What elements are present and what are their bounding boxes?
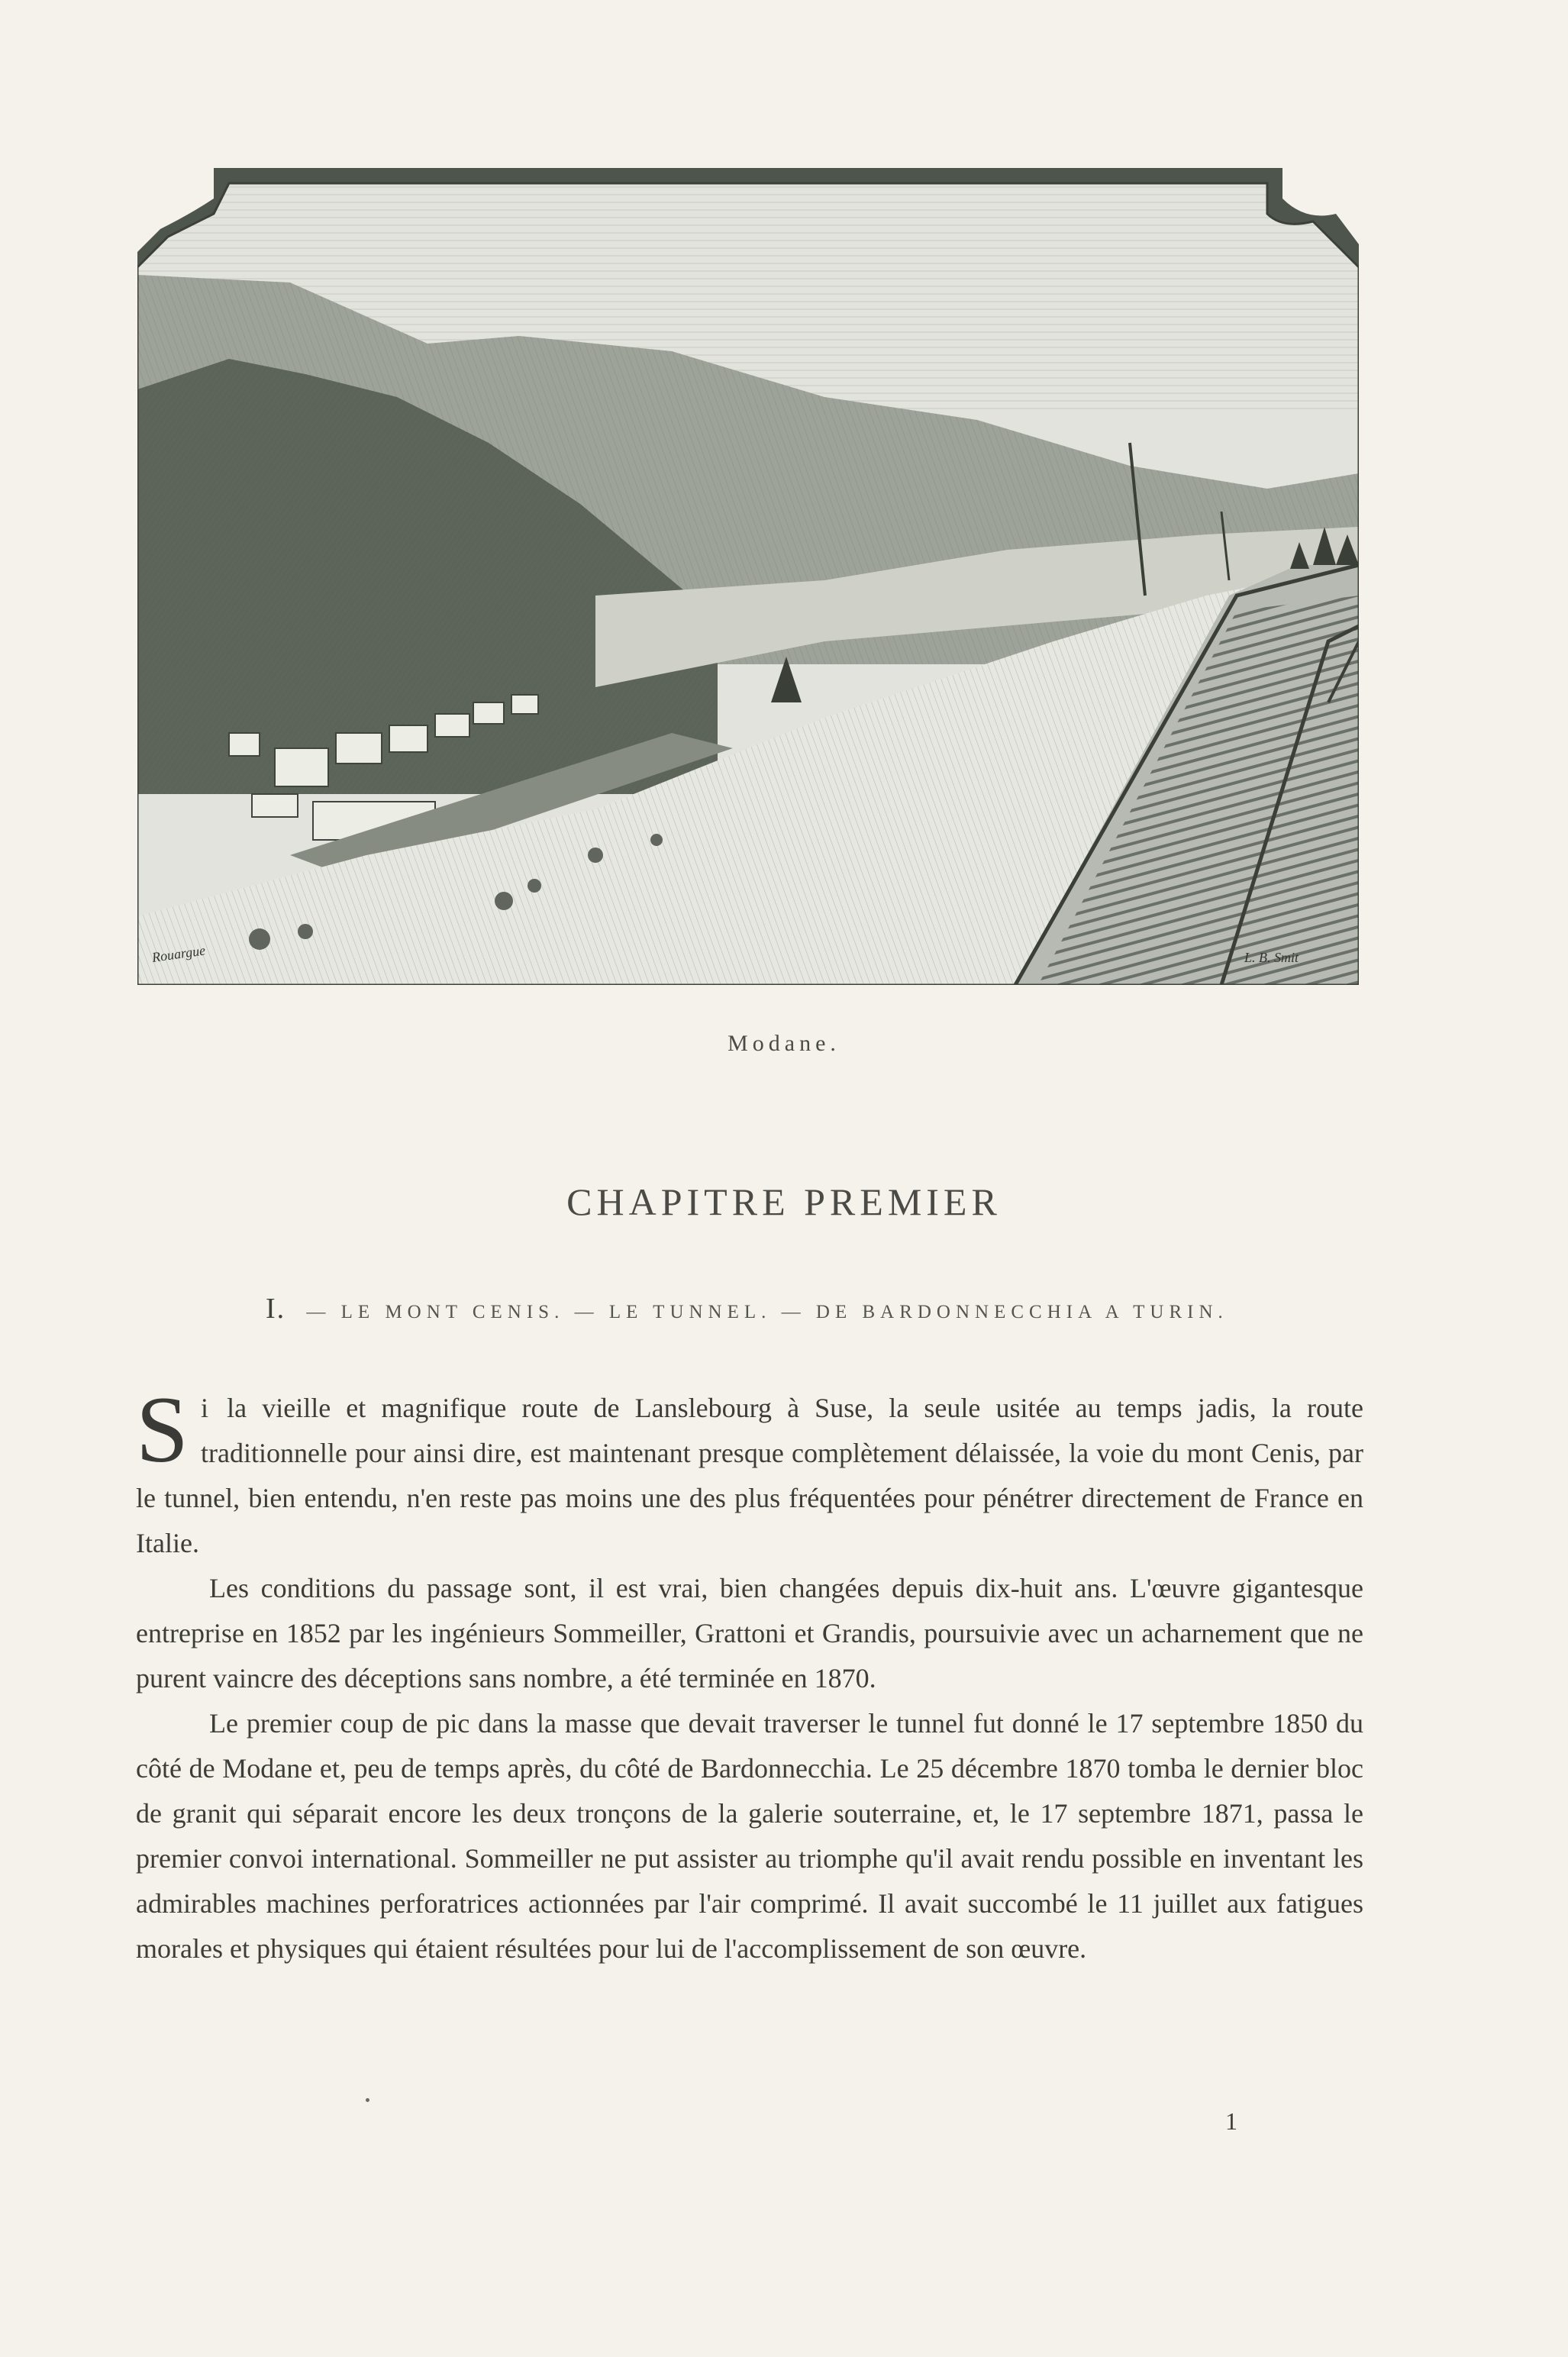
paragraph-3: Le premier coup de pic dans la masse que devait traverser le tunnel fut donné le 17 septembre 1850 du côté de Modane et, peu de temps après, du côté de Bardonnecchia. Le 25 décembre 1870 tomba le dernier bloc de granit qui séparait encore les deux tronçons de la galerie souterraine, et, le 17 septembre 1871, passa le premier convoi international. Sommeiller ne put assister au triomphe qu'il avait rendu possible en inventant les admirables machines perforatrices actionnées par l'air comprimé. Il avait succombé le 11 juillet aux fatigues morales et physiques qui étaient résultées pour lui de l'accomplissement de son œuvre. — [136, 1708, 1363, 1964]
engraver-signature-right: L. B. Smit — [1244, 950, 1299, 965]
section-heading — [266, 1292, 1357, 1325]
paragraph-1 — [136, 1377, 1363, 1566]
chapter-body — [136, 1377, 1363, 1971]
illustration-caption: Modane. — [728, 1031, 840, 1056]
engraver-signature-left: Rouargue — [150, 942, 207, 965]
printing-mark — [366, 2098, 369, 2102]
section-heading-text: — LE MONT CENIS. — LE TUNNEL. — DE BARDONNECCHIA A TURIN. — [306, 1302, 1228, 1322]
first-word: i — [200, 1393, 211, 1423]
page-number: 1 — [1225, 2107, 1237, 2135]
engraving-illustration — [137, 168, 1359, 985]
drop-cap: S — [136, 1377, 189, 1482]
paragraph-2: Les conditions du passage sont, il est vrai, bien changées depuis dix-huit ans. L'œuvre gigantesque entreprise en 1852 par les ingénieurs Sommeiller, Grattoni et Grandis, poursuivie avec un acharnement que ne purent vaincre des déceptions sans nombre, a été terminée en 1870. — [136, 1573, 1363, 1693]
paragraph-1-text: la vieille et magnifique route de Lanslebourg à Suse, la seule usitée au temps jadis, la route traditionnelle pour ainsi dire, est maintenant presque complètement délaissée, la voie du mont Cenis, par le tunnel, bien entendu, n'en reste pas moins une des plus fréquentées pour pénétrer directement de France en Italie. — [136, 1393, 1363, 1558]
chapter-title: CHAPITRE PREMIER — [566, 1180, 1002, 1223]
section-number: I. — [266, 1293, 286, 1325]
modane-engraving — [137, 168, 1359, 985]
